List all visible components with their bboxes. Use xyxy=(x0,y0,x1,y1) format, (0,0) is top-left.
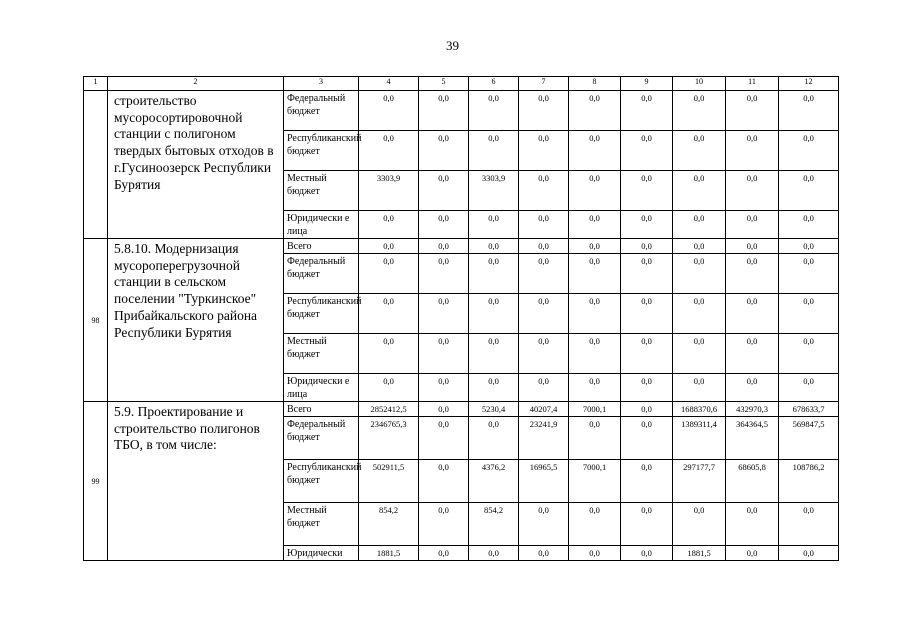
value-cell: 0,0 xyxy=(359,334,419,374)
value-cell: 0,0 xyxy=(726,171,779,211)
value-cell: 16965,5 xyxy=(519,460,569,503)
value-cell: 0,0 xyxy=(779,211,839,239)
value-cell: 0,0 xyxy=(621,239,673,254)
value-cell: 0,0 xyxy=(569,239,621,254)
funding-source: Местный бюджет xyxy=(284,503,359,546)
value-cell: 0,0 xyxy=(621,294,673,334)
value-cell: 0,0 xyxy=(419,239,469,254)
value-cell: 0,0 xyxy=(621,460,673,503)
funding-source: Местный бюджет xyxy=(284,171,359,211)
value-cell: 0,0 xyxy=(359,294,419,334)
value-cell: 0,0 xyxy=(726,374,779,402)
value-cell: 0,0 xyxy=(469,334,519,374)
value-cell: 0,0 xyxy=(469,254,519,294)
value-cell: 7000,1 xyxy=(569,402,621,417)
value-cell: 0,0 xyxy=(519,211,569,239)
value-cell: 0,0 xyxy=(419,254,469,294)
value-cell: 0,0 xyxy=(726,211,779,239)
value-cell: 0,0 xyxy=(469,294,519,334)
value-cell: 0,0 xyxy=(419,460,469,503)
value-cell: 0,0 xyxy=(621,503,673,546)
value-cell: 0,0 xyxy=(419,211,469,239)
measure-description: 5.9. Проектирование и строительство полигонов ТБО, в том числе: xyxy=(108,402,284,561)
row-number: 98 xyxy=(84,239,108,402)
value-cell: 0,0 xyxy=(726,546,779,561)
funding-source: Юридически е лица xyxy=(284,211,359,239)
header-cell: 2 xyxy=(108,77,284,91)
funding-source: Всего xyxy=(284,402,359,417)
value-cell: 0,0 xyxy=(569,374,621,402)
header-cell: 12 xyxy=(779,77,839,91)
value-cell: 0,0 xyxy=(519,334,569,374)
value-cell: 1881,5 xyxy=(673,546,726,561)
value-cell: 0,0 xyxy=(469,417,519,460)
funding-source: Юридически xyxy=(284,546,359,561)
value-cell: 0,0 xyxy=(419,91,469,131)
value-cell: 0,0 xyxy=(359,254,419,294)
value-cell: 0,0 xyxy=(419,402,469,417)
value-cell: 0,0 xyxy=(673,211,726,239)
value-cell: 2346765,3 xyxy=(359,417,419,460)
value-cell: 0,0 xyxy=(519,254,569,294)
header-cell: 4 xyxy=(359,77,419,91)
value-cell: 678633,7 xyxy=(779,402,839,417)
value-cell: 0,0 xyxy=(621,254,673,294)
value-cell: 0,0 xyxy=(569,546,621,561)
value-cell: 0,0 xyxy=(359,239,419,254)
value-cell: 1688370,6 xyxy=(673,402,726,417)
value-cell: 0,0 xyxy=(569,171,621,211)
value-cell: 0,0 xyxy=(621,334,673,374)
value-cell: 3303,9 xyxy=(359,171,419,211)
row-number: 99 xyxy=(84,402,108,561)
funding-source: Всего xyxy=(284,239,359,254)
value-cell: 0,0 xyxy=(569,503,621,546)
value-cell: 502911,5 xyxy=(359,460,419,503)
table-row xyxy=(84,239,839,254)
table-row xyxy=(84,402,839,417)
value-cell: 0,0 xyxy=(673,239,726,254)
funding-source: Местный бюджет xyxy=(284,334,359,374)
value-cell: 0,0 xyxy=(569,294,621,334)
value-cell: 1881,5 xyxy=(359,546,419,561)
value-cell: 68605,8 xyxy=(726,460,779,503)
value-cell: 0,0 xyxy=(569,417,621,460)
value-cell: 23241,9 xyxy=(519,417,569,460)
value-cell: 4376,2 xyxy=(469,460,519,503)
value-cell: 0,0 xyxy=(519,131,569,171)
funding-source: Федеральный бюджет xyxy=(284,254,359,294)
value-cell: 0,0 xyxy=(519,171,569,211)
value-cell: 0,0 xyxy=(419,334,469,374)
value-cell: 0,0 xyxy=(569,334,621,374)
value-cell: 0,0 xyxy=(569,131,621,171)
header-cell: 9 xyxy=(621,77,673,91)
value-cell: 0,0 xyxy=(726,503,779,546)
funding-source: Федеральный бюджет xyxy=(284,91,359,131)
value-cell: 569847,5 xyxy=(779,417,839,460)
table-body xyxy=(84,77,839,561)
value-cell: 0,0 xyxy=(519,546,569,561)
value-cell: 432970,3 xyxy=(726,402,779,417)
value-cell: 0,0 xyxy=(673,503,726,546)
value-cell: 0,0 xyxy=(469,239,519,254)
value-cell: 0,0 xyxy=(726,334,779,374)
value-cell: 0,0 xyxy=(779,239,839,254)
value-cell: 0,0 xyxy=(569,91,621,131)
value-cell: 0,0 xyxy=(519,91,569,131)
value-cell: 0,0 xyxy=(621,171,673,211)
value-cell: 0,0 xyxy=(359,91,419,131)
value-cell: 0,0 xyxy=(673,334,726,374)
value-cell: 0,0 xyxy=(621,417,673,460)
funding-source: Республиканский бюджет xyxy=(284,460,359,503)
value-cell: 0,0 xyxy=(469,91,519,131)
value-cell: 0,0 xyxy=(569,254,621,294)
value-cell: 0,0 xyxy=(469,131,519,171)
value-cell: 0,0 xyxy=(419,546,469,561)
value-cell: 0,0 xyxy=(673,91,726,131)
value-cell: 364364,5 xyxy=(726,417,779,460)
value-cell: 0,0 xyxy=(726,254,779,294)
value-cell: 0,0 xyxy=(519,503,569,546)
value-cell: 0,0 xyxy=(419,417,469,460)
value-cell: 0,0 xyxy=(621,211,673,239)
value-cell: 854,2 xyxy=(359,503,419,546)
value-cell: 0,0 xyxy=(621,131,673,171)
header-row xyxy=(84,77,839,91)
value-cell: 0,0 xyxy=(726,91,779,131)
header-cell: 3 xyxy=(284,77,359,91)
value-cell: 0,0 xyxy=(469,546,519,561)
value-cell: 0,0 xyxy=(359,211,419,239)
value-cell: 0,0 xyxy=(779,294,839,334)
value-cell: 0,0 xyxy=(779,171,839,211)
value-cell: 0,0 xyxy=(726,239,779,254)
value-cell: 3303,9 xyxy=(469,171,519,211)
funding-source: Федеральный бюджет xyxy=(284,417,359,460)
page-number: 39 xyxy=(446,38,459,53)
funding-source: Республиканский бюджет xyxy=(284,131,359,171)
value-cell: 0,0 xyxy=(779,503,839,546)
value-cell: 0,0 xyxy=(779,131,839,171)
value-cell: 40207,4 xyxy=(519,402,569,417)
value-cell: 0,0 xyxy=(779,91,839,131)
value-cell: 0,0 xyxy=(673,374,726,402)
header-cell: 10 xyxy=(673,77,726,91)
row-number xyxy=(84,91,108,239)
funding-source: Республиканский бюджет xyxy=(284,294,359,334)
value-cell: 0,0 xyxy=(419,131,469,171)
value-cell: 0,0 xyxy=(419,503,469,546)
value-cell: 0,0 xyxy=(779,546,839,561)
funding-source: Юридически е лица xyxy=(284,374,359,402)
value-cell: 0,0 xyxy=(621,91,673,131)
value-cell: 0,0 xyxy=(469,374,519,402)
header-cell: 5 xyxy=(419,77,469,91)
value-cell: 5230,4 xyxy=(469,402,519,417)
value-cell: 108786,2 xyxy=(779,460,839,503)
value-cell: 297177,7 xyxy=(673,460,726,503)
header-cell: 11 xyxy=(726,77,779,91)
header-cell: 8 xyxy=(569,77,621,91)
header-cell: 1 xyxy=(84,77,108,91)
value-cell: 0,0 xyxy=(569,211,621,239)
header-cell: 6 xyxy=(469,77,519,91)
value-cell: 0,0 xyxy=(469,211,519,239)
value-cell: 0,0 xyxy=(621,374,673,402)
value-cell: 0,0 xyxy=(519,374,569,402)
value-cell: 0,0 xyxy=(726,131,779,171)
value-cell: 0,0 xyxy=(779,334,839,374)
value-cell: 0,0 xyxy=(359,131,419,171)
value-cell: 0,0 xyxy=(359,374,419,402)
value-cell: 0,0 xyxy=(779,254,839,294)
value-cell: 0,0 xyxy=(673,294,726,334)
value-cell: 0,0 xyxy=(673,254,726,294)
value-cell: 0,0 xyxy=(621,402,673,417)
header-cell: 7 xyxy=(519,77,569,91)
value-cell: 0,0 xyxy=(419,374,469,402)
budget-table xyxy=(83,76,839,561)
measure-description: строительство мусоросортировочной станции с полигоном твердых бытовых отходов в г.Гусиноозерск Республики Бурятия xyxy=(108,91,284,239)
value-cell: 0,0 xyxy=(419,171,469,211)
value-cell: 0,0 xyxy=(519,239,569,254)
value-cell: 1389311,4 xyxy=(673,417,726,460)
measure-description: 5.8.10. Модернизация мусороперегрузочной станции в сельском поселении "Туркинское" Прибайкальского района Республики Бурятия xyxy=(108,239,284,402)
value-cell: 0,0 xyxy=(673,131,726,171)
value-cell: 0,0 xyxy=(779,374,839,402)
value-cell: 854,2 xyxy=(469,503,519,546)
value-cell: 0,0 xyxy=(519,294,569,334)
table-row xyxy=(84,91,839,131)
value-cell: 2852412,5 xyxy=(359,402,419,417)
value-cell: 0,0 xyxy=(419,294,469,334)
value-cell: 0,0 xyxy=(726,294,779,334)
value-cell: 0,0 xyxy=(673,171,726,211)
value-cell: 0,0 xyxy=(621,546,673,561)
value-cell: 7000,1 xyxy=(569,460,621,503)
